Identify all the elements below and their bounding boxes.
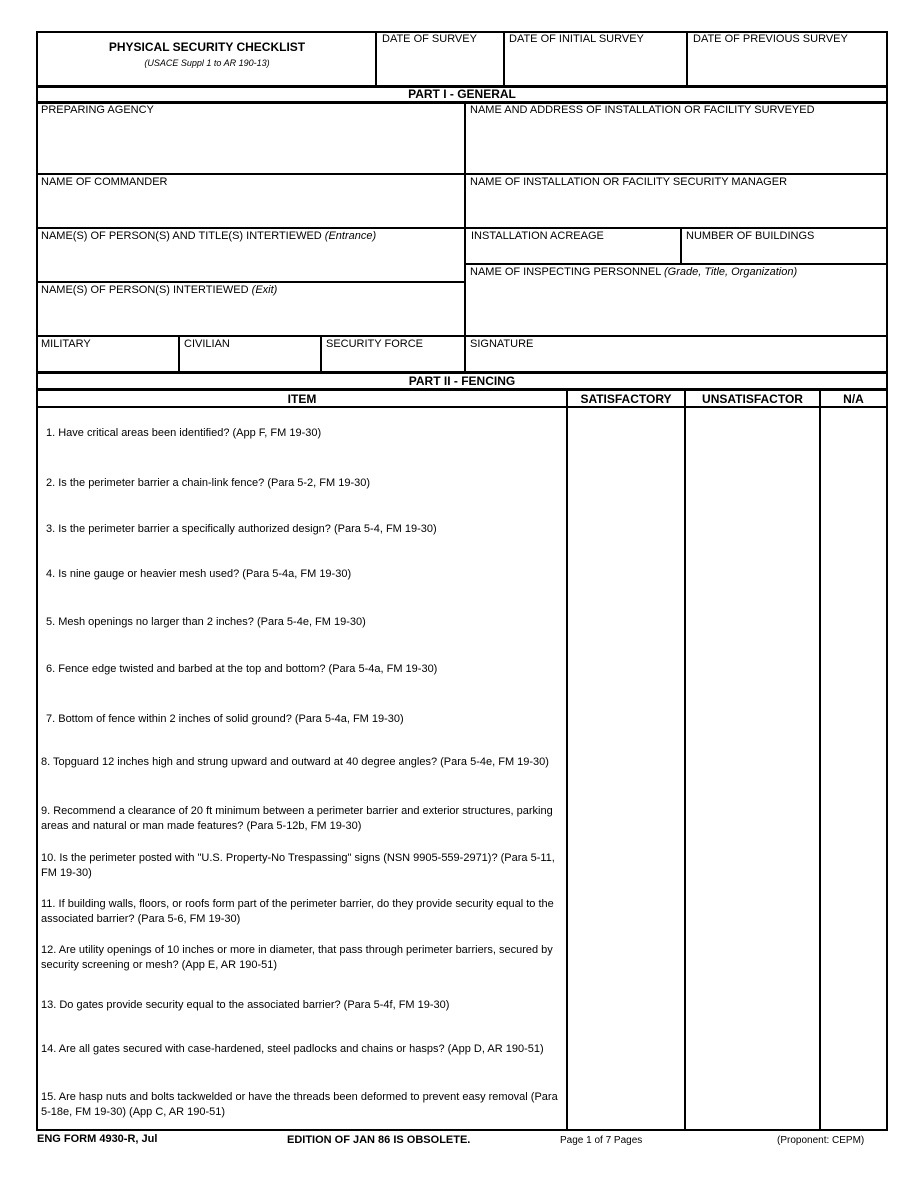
installation-acreage-field[interactable] (467, 244, 678, 262)
checklist-item-7: 7. Bottom of fence within 2 inches of solid ground? (Para 5-4a, FM 19-30) (46, 713, 404, 725)
inspecting-personnel-note: (Grade, Title, Organization) (663, 266, 798, 278)
part1-left-line-2 (36, 227, 465, 229)
persons-entrance-field[interactable] (38, 244, 462, 280)
satisfactory-column-header: SATISFACTORY (580, 392, 672, 406)
preparing-agency-label: PREPARING AGENCY (41, 104, 154, 116)
date-of-initial-survey-field[interactable] (507, 48, 684, 84)
part1-left-line-1 (36, 173, 465, 175)
unsatisfactory-answer-column[interactable] (686, 408, 819, 1129)
security-force-field[interactable] (324, 352, 462, 371)
checklist-item-4: 4. Is nine gauge or heavier mesh used? (Para 5-4a, FM 19-30) (46, 568, 352, 580)
checklist-item-6: 6. Fence edge twisted and barbed at the top and bottom? (Para 5-4a, FM 19-30) (46, 663, 438, 675)
number-of-buildings-field[interactable] (684, 244, 886, 262)
unsatisfactory-column-header: UNSATISFACTOR (702, 392, 803, 406)
date-of-previous-survey-label: DATE OF PREVIOUS SURVEY (693, 33, 848, 45)
persons-entrance-note: (Entrance) (324, 230, 377, 242)
part1-right-line-1 (464, 173, 888, 175)
inspecting-personnel-field[interactable] (467, 280, 886, 334)
checklist-item-10: 10. Is the perimeter posted with "U.S. Property-No Trespassing" signs (NSN 9905-559-2971)? (Para 5-11, FM 19-30) (41, 852, 555, 879)
checklist-item-5: 5. Mesh openings no larger than 2 inches? (Para 5-4e, FM 19-30) (46, 616, 366, 628)
checklist-item-9: 9. Recommend a clearance of 20 ft minimum between a perimeter barrier and exterior structures, parking areas and natural or man made features? (Para 5-12b, FM 19-30) (41, 805, 553, 832)
military-civilian-divider (178, 335, 180, 373)
installation-name-address-field[interactable] (467, 118, 886, 172)
checklist-item-1: 1. Have critical areas been identified? (App F, FM 19-30) (46, 427, 322, 439)
form-subtitle: (USACE Suppl 1 to AR 190-13) (144, 58, 270, 68)
header-divider-2 (503, 31, 505, 87)
na-column-header: N/A (843, 392, 864, 406)
checklist-item-11: 11. If building walls, floors, or roofs form part of the perimeter barrier, do they provide security equal to the associated barrier? (Para 5-6, FM 19-30) (41, 898, 554, 925)
checklist-item-14: 14. Are all gates secured with case-hardened, steel padlocks and chains or hasps? (App D, AR 190-51) (41, 1043, 544, 1055)
inspecting-personnel-label: NAME OF INSPECTING PERSONNEL (Grade, Title, Organization) (470, 266, 798, 278)
form-number: ENG FORM 4930-R, Jul (37, 1133, 158, 1145)
commander-label: NAME OF COMMANDER (41, 176, 168, 188)
header-divider-3 (686, 31, 688, 87)
installation-acreage-label: INSTALLATION ACREAGE (471, 230, 604, 242)
persons-exit-label: NAME(S) OF PERSON(S) INTERTIEWED (Exit) (41, 284, 278, 296)
checklist-item-12: 12. Are utility openings of 10 inches or more in diameter, that pass through perimeter barriers, secured by security screening or mesh? (App E, AR 190-51) (41, 944, 553, 971)
checklist-item-3: 3. Is the perimeter barrier a specifically authorized design? (Para 5-4, FM 19-30) (46, 523, 437, 535)
part1-heading: PART I - GENERAL (408, 87, 516, 101)
military-field[interactable] (38, 352, 176, 371)
page-number: Page 1 of 7 Pages (560, 1135, 643, 1146)
form-title: PHYSICAL SECURITY CHECKLIST (108, 40, 306, 54)
acreage-buildings-divider (680, 227, 682, 264)
security-manager-label: NAME OF INSTALLATION OR FACILITY SECURITY MANAGER (470, 176, 788, 188)
civilian-label: CIVILIAN (184, 338, 230, 350)
part1-right-line-3 (464, 263, 888, 265)
checklist-item-13: 13. Do gates provide security equal to the associated barrier? (Para 5-4f, FM 19-30) (41, 999, 450, 1011)
civilian-force-divider (320, 335, 322, 373)
checklist-item-2: 2. Is the perimeter barrier a chain-link fence? (Para 5-2, FM 19-30) (46, 477, 371, 489)
satisfactory-answer-column[interactable] (568, 408, 684, 1129)
persons-entrance-label: NAME(S) OF PERSON(S) AND TITLE(S) INTERTIEWED (Entrance) (41, 230, 377, 242)
checklist-item-8: 8. Topguard 12 inches high and strung upward and outward at 40 degree angles? (Para 5-4e, FM 19-30) (41, 756, 549, 768)
part1-left-line-4 (36, 335, 888, 337)
part1-center-divider (464, 102, 466, 373)
na-answer-column[interactable] (821, 408, 886, 1129)
item-column-header: ITEM (287, 392, 317, 406)
signature-label: SIGNATURE (470, 338, 534, 350)
preparing-agency-field[interactable] (38, 118, 462, 172)
persons-exit-note: (Exit) (251, 284, 278, 296)
security-manager-field[interactable] (467, 190, 886, 226)
part2-heading: PART II - FENCING (408, 374, 516, 388)
date-of-survey-label: DATE OF SURVEY (382, 33, 477, 45)
number-of-buildings-label: NUMBER OF BUILDINGS (686, 230, 815, 242)
edition-notice: EDITION OF JAN 86 IS OBSOLETE. (287, 1134, 471, 1146)
commander-field[interactable] (38, 190, 462, 226)
persons-exit-field[interactable] (38, 298, 462, 334)
checklist-item-15: 15. Are hasp nuts and bolts tackwelded or have the threads been deformed to prevent easy removal (Para 5-18e, FM 19-30) (App C, AR 190-51) (41, 1091, 558, 1118)
part1-right-line-2 (464, 227, 888, 229)
installation-name-address-label: NAME AND ADDRESS OF INSTALLATION OR FACILITY SURVEYED (470, 104, 815, 116)
military-label: MILITARY (41, 338, 91, 350)
date-of-initial-survey-label: DATE OF INITIAL SURVEY (509, 33, 644, 45)
date-of-survey-field[interactable] (379, 48, 501, 84)
civilian-field[interactable] (182, 352, 318, 371)
header-divider-1 (375, 31, 377, 87)
part1-left-line-3 (36, 281, 465, 283)
security-force-label: SECURITY FORCE (326, 338, 423, 350)
date-of-previous-survey-field[interactable] (690, 48, 884, 84)
signature-field[interactable] (467, 352, 886, 371)
proponent: (Proponent: CEPM) (777, 1135, 865, 1146)
